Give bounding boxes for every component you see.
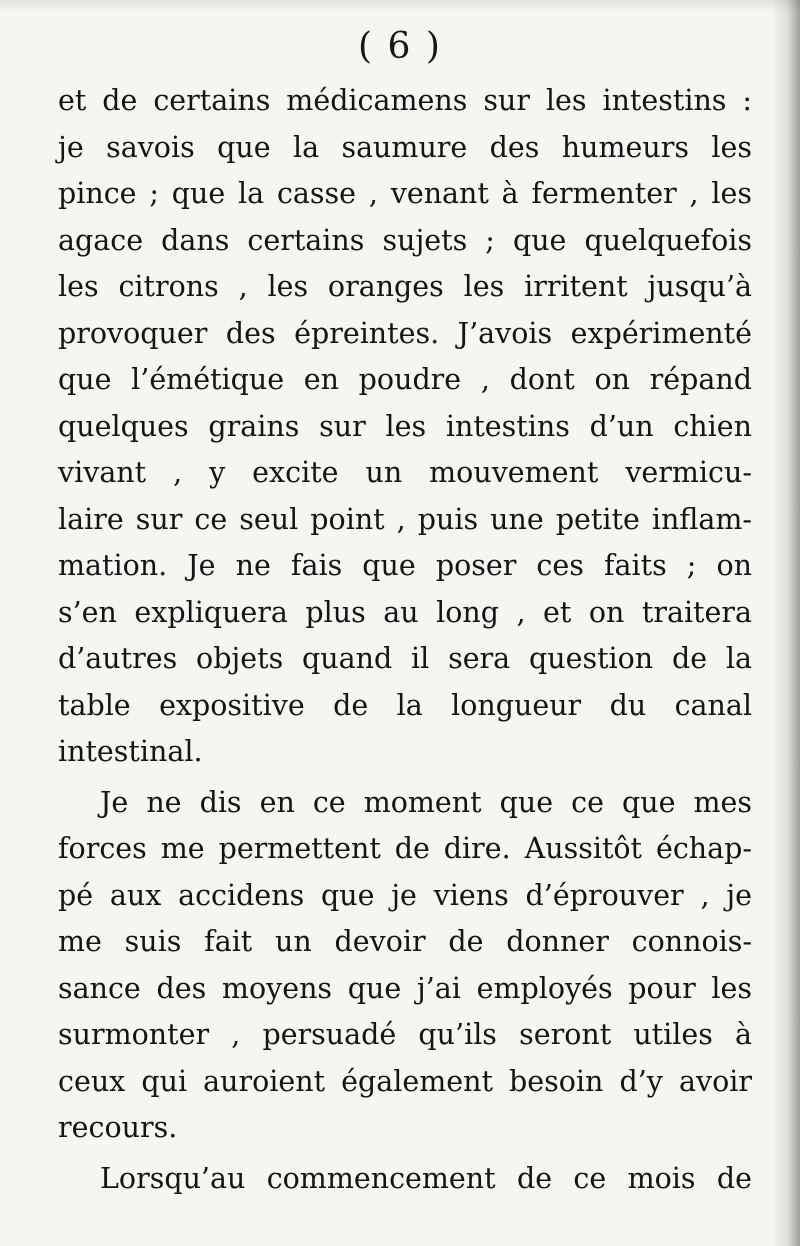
paragraph-2	[58, 780, 752, 1152]
page-edge-shadow	[772, 0, 800, 1246]
text-line: table expositive de la longueur du canal	[58, 688, 752, 722]
text-line: je savois que la saumure des humeurs les	[58, 130, 752, 164]
text-line: que l’émétique en poudre , dont on répand	[58, 363, 752, 396]
text-line: Je ne dis en ce moment que ce que mes	[100, 785, 752, 819]
text-line: pince ; que la casse , venant à fermenter , les	[58, 177, 752, 210]
page-number: ( 6 )	[358, 26, 442, 67]
text-line: mation. Je ne fais que poser ces faits ; on	[58, 549, 752, 582]
text-line: intestinal.	[58, 735, 203, 768]
paragraph-1	[58, 78, 752, 776]
text-line: laire sur ce seul point , puis une petite inflam-	[58, 502, 752, 536]
text-line: forces me permettent de dire. Aussitôt échap-	[58, 832, 752, 865]
text-line: agace dans certains sujets ; que quelquefois	[58, 223, 752, 257]
text-line: provoquer des épreintes. J’avois expérimenté	[58, 316, 752, 350]
text-line: quelques grains sur les intestins d’un chien	[58, 409, 752, 443]
text-line: pé aux accidens que je viens d’éprouver , je	[58, 878, 752, 912]
text-line: me suis fait un devoir de donner connois-	[58, 925, 752, 958]
text-line: Lorsqu’au commencement de ce mois de	[100, 1161, 752, 1195]
text-line: vivant , y excite un mouvement vermicu-	[58, 456, 752, 489]
text-line: les citrons , les oranges les irritent jusqu’à	[58, 270, 752, 303]
body-text	[58, 78, 752, 1202]
text-line: et de certains médicamens sur les intestins :	[58, 84, 752, 117]
text-line: recours.	[58, 1111, 178, 1144]
text-line: d’autres objets quand il sera question de la	[58, 642, 752, 675]
page-top-shadow	[0, 0, 800, 12]
text-line: ceux qui auroient également besoin d’y avoir	[58, 1064, 752, 1098]
text-line: sance des moyens que j’ai employés pour les	[58, 971, 752, 1005]
text-line: surmonter , persuadé qu’ils seront utiles à	[58, 1018, 752, 1051]
paragraph-3	[58, 1156, 752, 1203]
text-line: s’en expliquera plus au long , et on traitera	[58, 595, 752, 629]
